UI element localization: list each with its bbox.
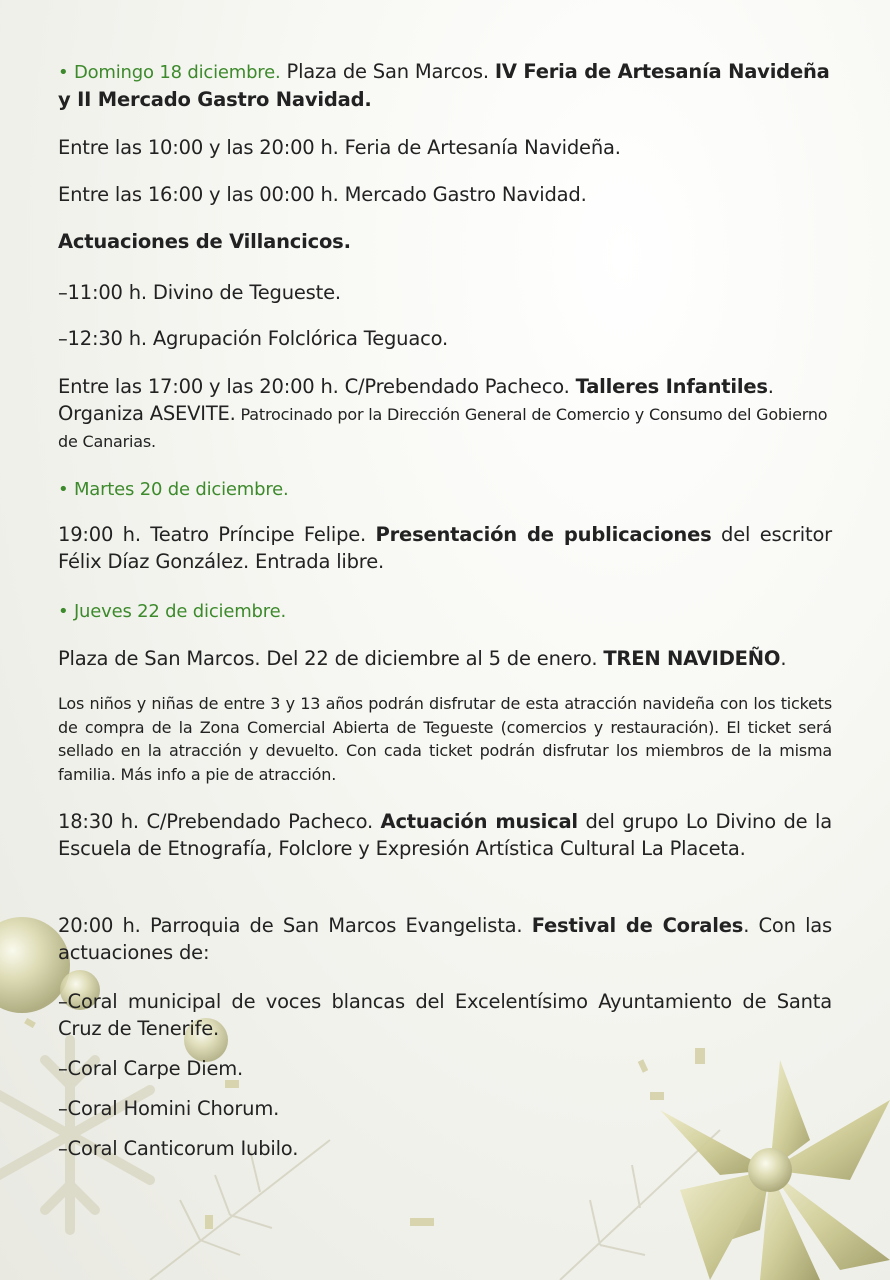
martes-date: • Martes 20 de diciembre. (58, 479, 289, 500)
tren-tail: . (780, 647, 787, 670)
confetti-icon (24, 1018, 705, 1229)
jueves-date-line (58, 597, 832, 625)
martes-title: Presentación de publicaciones (375, 523, 712, 546)
musical-intro: 18:30 h. C/Prebendado Pacheco. (58, 810, 381, 833)
tren-title: TREN NAVIDEÑO (603, 647, 781, 670)
talleres-organiza: Organiza ASEVITE. (58, 402, 236, 425)
musical-tail: del grupo Lo Divino de la Escuela de Etnografía, Folclore y Expresión Artística Cultural La Placeta. (58, 810, 832, 860)
villancico-item: –12:30 h. Agrupación Folclórica Teguaco. (58, 327, 448, 350)
corales-tail: . Con las actuaciones de: (58, 914, 833, 964)
martes-date-line (58, 475, 832, 503)
domingo-title: IV Feria de Artesanía Navideña y II Mercado Gastro Navidad. (58, 60, 830, 111)
martes-intro: 19:00 h. Teatro Príncipe Felipe. (58, 523, 376, 546)
tren-intro: Plaza de San Marcos. Del 22 de diciembre al 5 de enero. (58, 647, 604, 670)
jueves-date: • Jueves 22 de diciembre. (58, 601, 286, 622)
coral-item: –Coral Carpe Diem. (58, 1057, 244, 1080)
talleres-title: Talleres Infantiles (575, 375, 768, 398)
coral-item: –Coral Homini Chorum. (58, 1097, 280, 1120)
corales-title: Festival de Corales (531, 914, 744, 937)
coral-item: –Coral Canticorum Iubilo. (58, 1137, 299, 1160)
musical-paragraph (58, 808, 832, 862)
domingo-heading (58, 58, 832, 113)
domingo-place: Plaza de San Marcos. (280, 60, 495, 83)
domingo-date: • Domingo 18 diciembre. (58, 62, 281, 83)
coral-item: –Coral municipal de voces blancas del Excelentísimo Ayuntamiento de Santa Cruz de Tenerife. (58, 990, 832, 1040)
talleres-paragraph (58, 373, 832, 454)
martes-tail: del escritor Félix Díaz González. Entrada libre. (58, 523, 832, 573)
martes-paragraph (58, 521, 832, 575)
tren-paragraph (58, 645, 832, 672)
villancicos-title-text: Actuaciones de Villancicos. (58, 230, 351, 253)
corales-intro: 20:00 h. Parroquia de San Marcos Evangelista. (58, 914, 532, 937)
mercado-time: Entre las 16:00 y las 00:00 h. Mercado Gastro Navidad. (58, 183, 587, 206)
talleres-patrocinio: Patrocinado por la Dirección General de Comercio y Consumo del Gobierno de Canarias. (58, 405, 828, 451)
corales-paragraph (58, 912, 832, 966)
gift-bow-icon (660, 1060, 890, 1280)
talleres-tail: . (767, 375, 774, 398)
talleres-intro: Entre las 17:00 y las 20:00 h. C/Prebendado Pacheco. (58, 375, 576, 398)
feria-time: Entre las 10:00 y las 20:00 h. Feria de Artesanía Navideña. (58, 136, 621, 159)
villancicos-title (58, 228, 832, 255)
musical-title: Actuación musical (380, 810, 578, 833)
tren-description: Los niños y niñas de entre 3 y 13 años podrán disfrutar de esta atracción navideña con los tickets de compra de la Zona Comercial Abierta de Tegueste (comercios y restauración). El ticket será sellado en la atracción y devuelto. Con cada ticket podrán disfrutar los miembros de la misma familia. Más info a pie de atracción. (58, 694, 832, 784)
villancico-item: –11:00 h. Divino de Tegueste. (58, 281, 341, 304)
